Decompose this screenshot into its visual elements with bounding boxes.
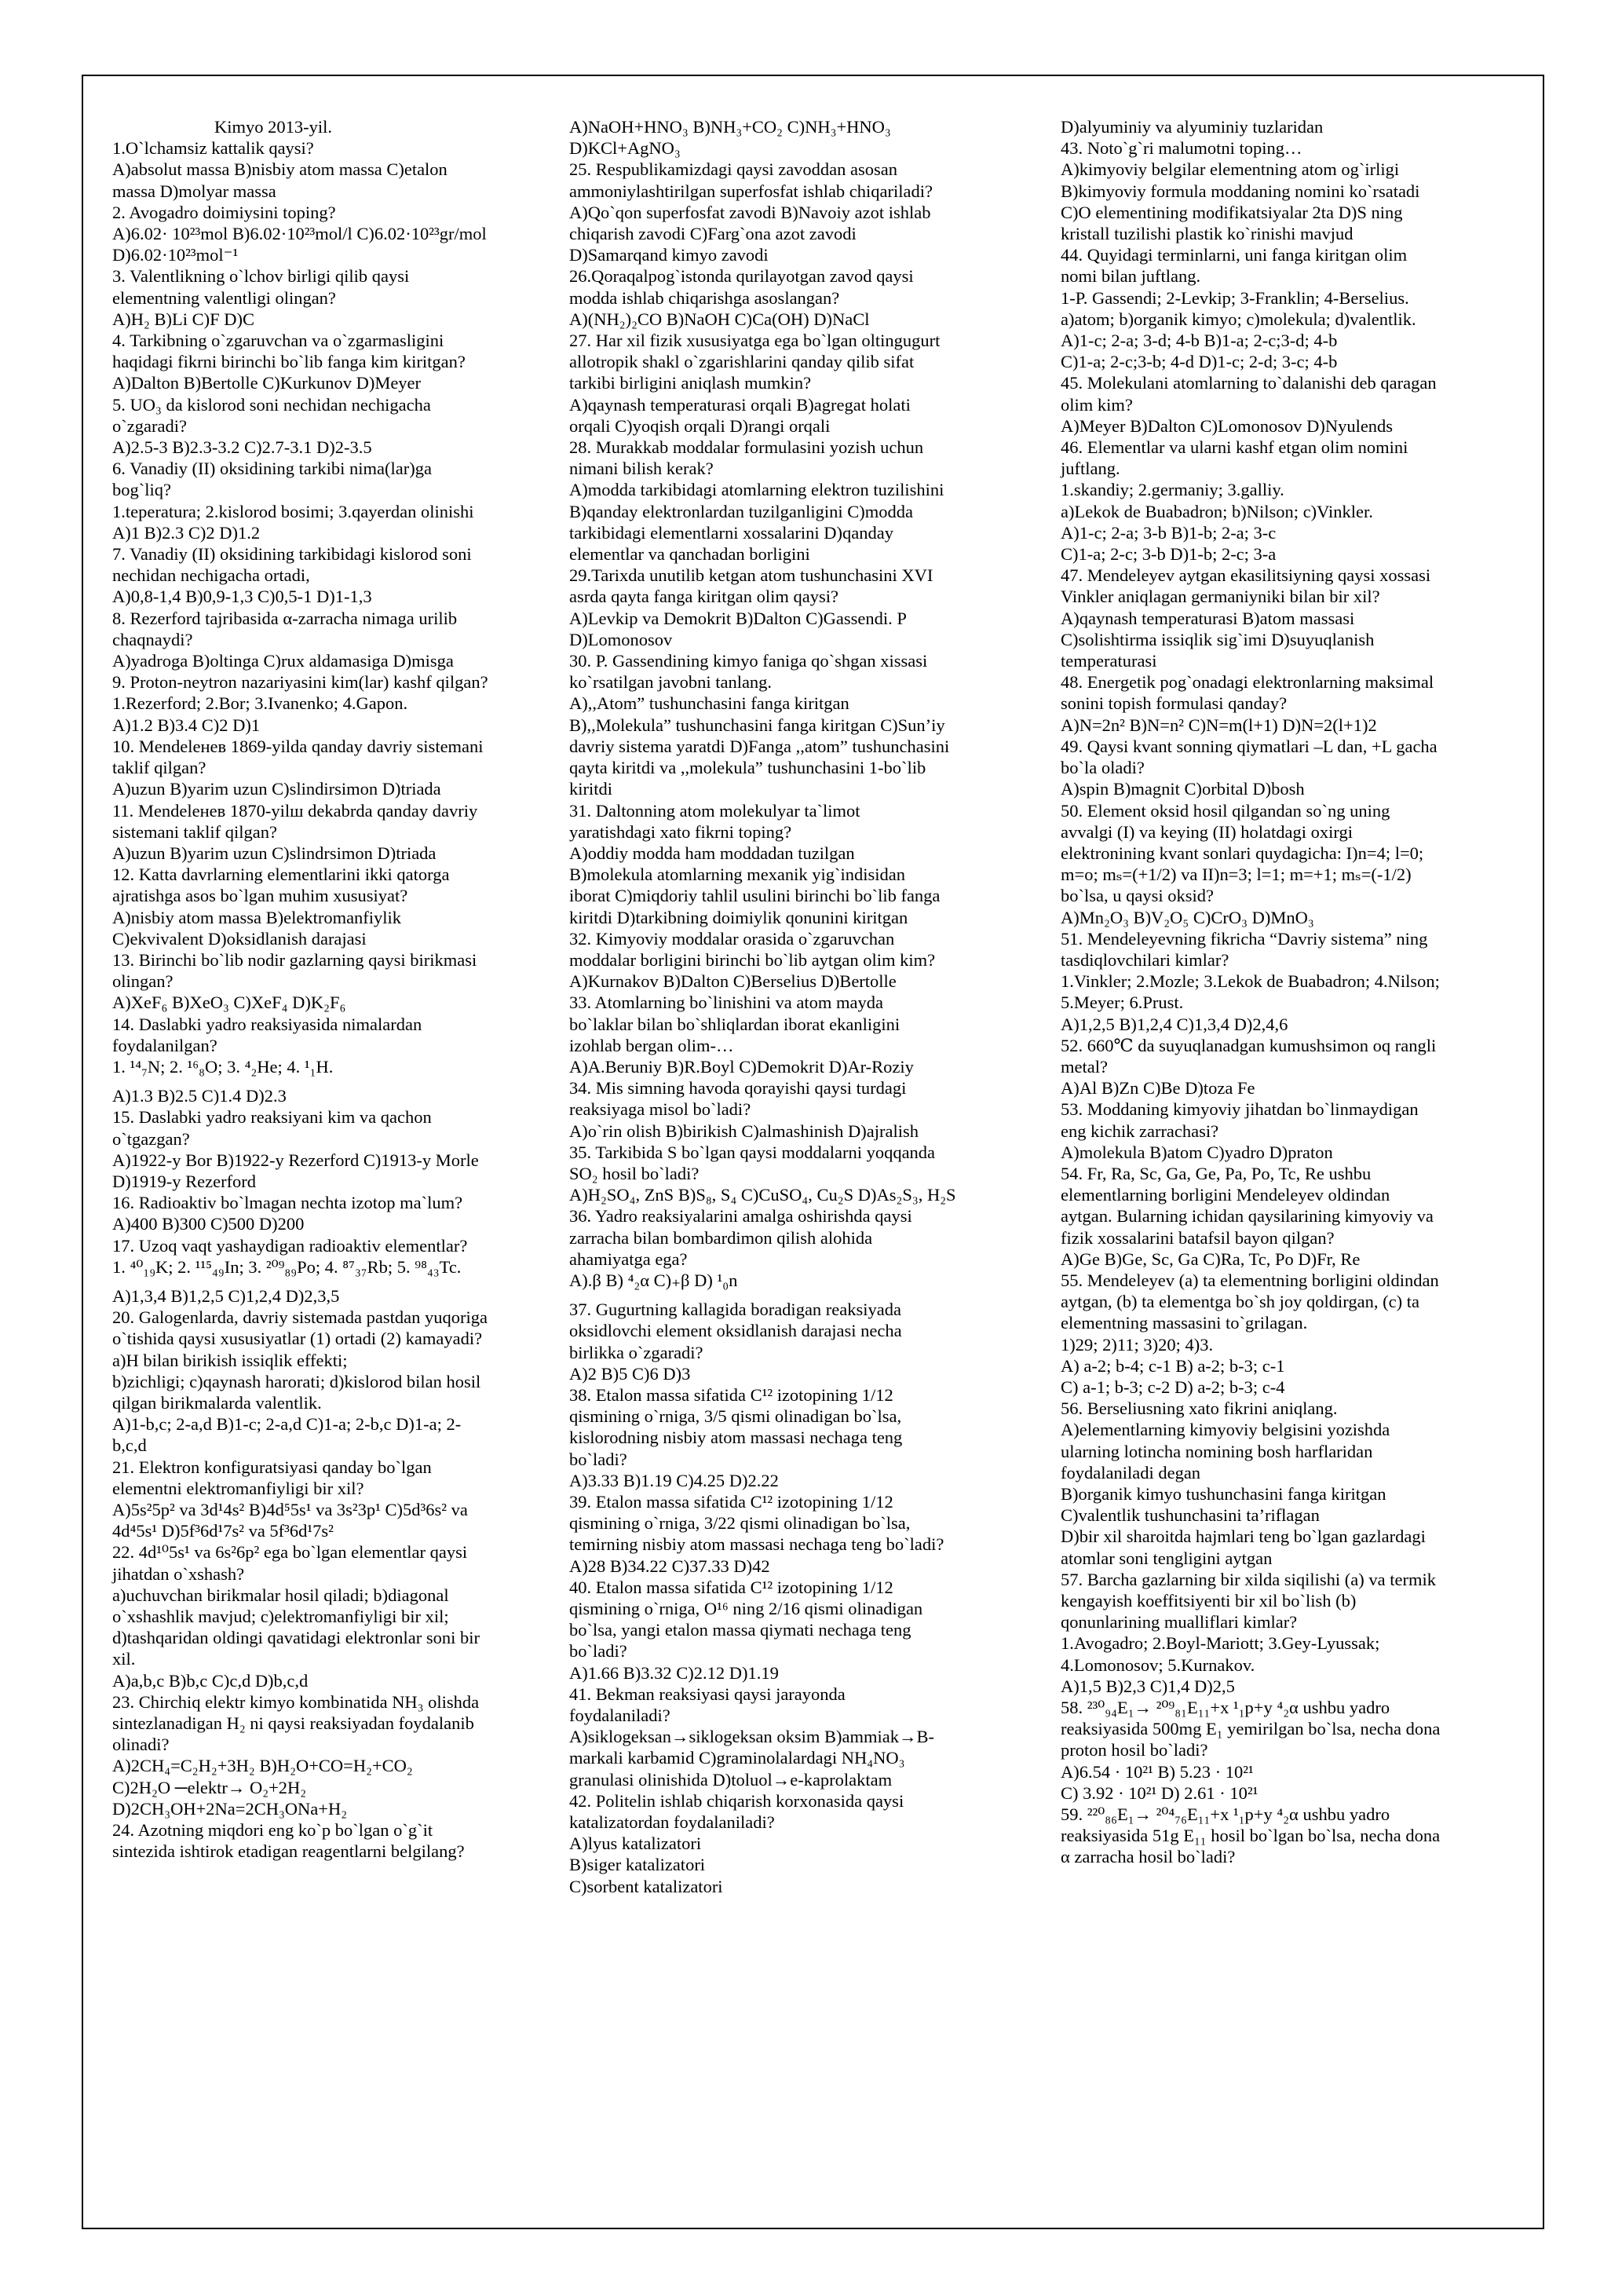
text-line: fizik xossalarini batafsil bayon qilgan? <box>1061 1227 1335 1248</box>
text-line: A)Qo`qon superfosfat zavodi B)Navoiy azot ishlab <box>569 202 931 222</box>
text-line: 1.Rezerford; 2.Bor; 3.Ivanenko; 4.Gapon. <box>112 693 408 714</box>
text-line: A)oddiy modda ham moddadan tuzilgan <box>569 843 855 863</box>
text-line: A)1-c; 2-a; 3-b B)1-b; 2-a; 3-c <box>1061 522 1277 543</box>
text-line: A)yadroga B)oltinga C)rux aldamasiga D)misga <box>112 651 454 671</box>
text-line: 38. Etalon massa sifatida C¹² izotopining 1/12 <box>569 1384 893 1405</box>
text-line: 1)29; 2)11; 3)20; 4)3. <box>1061 1334 1214 1355</box>
text-line: elektronining kvant sonlari quydagicha: I)n=4; l=0; <box>1061 843 1424 863</box>
text-line: A)nisbiy atom massa B)elektromanfiylik <box>112 907 402 927</box>
text-line: markali karbamid C)graminolalardagi NH₄NO₃ <box>569 1748 905 1768</box>
text-line: foydalaniladi degan <box>1061 1462 1201 1483</box>
text-line: Vinkler aniqlagan germaniyniki bilan bir xil? <box>1061 587 1380 607</box>
text-line: C)ekvivalent D)oksidlanish darajasi <box>112 928 367 949</box>
text-line: bo`lsa, yangi etalon massa qiymati nechaga teng <box>569 1620 911 1640</box>
text-line: A)1,5 B)2,3 C)1,4 D)2,5 <box>1061 1676 1235 1696</box>
text-line: a)Lekok de Buabadron; b)Nilson; c)Vinkler. <box>1061 501 1373 521</box>
text-line: birlikka o`zgaradi? <box>569 1342 703 1362</box>
text-line: granulasi olinishida D)toluol→e-kaprolaktam <box>569 1769 893 1790</box>
text-line: A)1.66 B)3.32 C)2.12 D)1.19 <box>569 1662 779 1683</box>
text-line: B)qanday elektronlardan tuzilganligini C)modda <box>569 501 914 521</box>
text-line: A)2CH₄=C₂H₂+3H₂ B)H₂O+CO=H₂+CO₂ <box>112 1756 413 1776</box>
text-line: D)bir xil sharoitda hajmlari teng bo`lgan gazlardagi <box>1061 1526 1426 1547</box>
text-line: chaqnaydi? <box>112 629 193 649</box>
text-line: A)qaynash temperaturasi B)atom massasi <box>1061 608 1355 628</box>
text-line: nomi bilan juftlang. <box>1061 266 1201 287</box>
text-line: 16. Radioaktiv bo`lmagan nechta izotop ma`lum? <box>112 1193 463 1213</box>
text-line: A)absolut massa B)nisbiy atom massa C)etalon <box>112 159 448 180</box>
text-line: 33. Atomlarning bo`linishini va atom mayda <box>569 993 883 1013</box>
text-line: A)1-c; 2-a; 3-d; 4-b B)1-a; 2-c;3-d; 4-b <box>1061 331 1338 351</box>
text-line: A).β B) ⁴₂α C)₊β D) ¹₀n <box>569 1270 738 1290</box>
text-line: A)a,b,c B)b,c C)c,d D)b,c,d <box>112 1670 309 1691</box>
text-line: tarkibi birligini aniqlash mumkin? <box>569 373 812 393</box>
text-line: 8. Rezerford tajribasida α-zarracha nimaga urilib <box>112 608 458 628</box>
text-line: elementlar va qanchadan borligini <box>569 544 810 565</box>
text-line: A)H₂SO₄, ZnS B)S₈, S₄ C)CuSO₄, Cu₂S D)As₂S₃, H₂S <box>569 1185 956 1205</box>
text-line: davriy sistema yaratdi D)Fanga ,,atom” tushunchasini <box>569 736 950 756</box>
text-line: temirning nisbiy atom massasi nechaga teng bo`ladi? <box>569 1534 944 1555</box>
text-line: A)1 B)2.3 C)2 D)1.2 <box>112 522 261 543</box>
text-line: 1-P. Gassendi; 2-Levkip; 3-Franklin; 4-Berselius. <box>1061 287 1409 308</box>
text-line: C)solishtirma issiqlik sig`imi D)suyuqlanish <box>1061 629 1375 649</box>
text-line: 1.O`lchamsiz kattalik qaysi? <box>112 138 314 159</box>
text-line: 58. ²³⁰₉₄E₁→ ²⁰⁹₈₁E₁₁+x ¹₁p+y ⁴₂α ushbu yadro <box>1061 1698 1390 1718</box>
text-line: 26.Qoraqalpog`istonda qurilayotgan zavod qaysi <box>569 266 914 287</box>
text-line: 1.Vinkler; 2.Mozle; 3.Lekok de Buabadron; 4.Nilson; <box>1061 971 1440 992</box>
text-line: tasdiqlovchilari kimlar? <box>1061 949 1229 970</box>
text-line: kristall tuzilishi plastik ko`rinishi mavjud <box>1061 224 1353 244</box>
text-line: D)2CH₃OH+2Na=2CH₃ONa+H₂ <box>112 1798 348 1819</box>
text-line: C) a-1; b-3; c-2 D) a-2; b-3; c-4 <box>1061 1377 1285 1397</box>
text-line: A)A.Beruniy B)R.Boyl C)Demokrit D)Ar-Roziy <box>569 1056 914 1077</box>
text-line: metal? <box>1061 1056 1108 1077</box>
text-line: A)0,8-1,4 B)0,9-1,3 C)0,5-1 D)1-1,3 <box>112 587 372 607</box>
text-line: 32. Kimyoviy moddalar orasida o`zgaruvchan <box>569 928 895 949</box>
text-line: ammoniylashtirilgan superfosfat ishlab chiqariladi? <box>569 181 933 201</box>
text-line: D)Samarqand kimyo zavodi <box>569 245 769 265</box>
text-line: elementning massasini to`grilagan. <box>1061 1313 1308 1333</box>
text-line: qilgan birikmalarda valentlik. <box>112 1392 322 1413</box>
text-line: allotropik shakl o`zgarishlarini qanday qilib sifat <box>569 352 915 372</box>
text-line: chiqarish zavodi C)Farg`ona azot zavodi <box>569 224 857 244</box>
text-line: sistemani taklif qilgan? <box>112 821 277 842</box>
text-line: katalizatordan foydalaniladi? <box>569 1812 775 1833</box>
text-line: D)alyuminiy va alyuminiy tuzlaridan <box>1061 117 1324 137</box>
text-line: tarkibidagi elementlarni xossalarini D)qanday <box>569 522 893 543</box>
text-line: zarracha bilan bombardimon qilish alohida <box>569 1227 873 1248</box>
text-line: D)1919-y Rezerford <box>112 1171 257 1191</box>
text-line: 40. Etalon massa sifatida C¹² izotopining 1/12 <box>569 1577 893 1597</box>
text-line: A),,Atom” tushunchasini fanga kiritgan <box>569 693 849 714</box>
text-line: asrda qayta fanga kiritgan olim qaysi? <box>569 587 839 607</box>
text-line: A)N=2n² B)N=n² C)N=m(l+1) D)N=2(l+1)2 <box>1061 715 1377 735</box>
text-line: nimani bilish kerak? <box>569 459 714 479</box>
text-line: 36. Yadro reaksiyalarini amalga oshirishda qaysi <box>569 1206 912 1227</box>
text-line: A)Dalton B)Bertolle C)Kurkunov D)Meyer <box>112 373 422 393</box>
text-line: 20. Galogenlarda, davriy sistemada pastdan yuqoriga <box>112 1307 488 1328</box>
text-line: 4.Lomonosov; 5.Kurnakov. <box>1061 1654 1255 1675</box>
text-line: 22. 4d¹⁰5s¹ va 6s²6p² ega bo`lgan elementlar qaysi <box>112 1542 468 1563</box>
text-line: C)1-a; 2-c; 3-b D)1-b; 2-c; 3-a <box>1061 544 1277 565</box>
text-line: iborat C)miqdoriy tahlil usulini birinchi bo`lib fanga <box>569 886 941 906</box>
text-line: olingan? <box>112 971 174 992</box>
text-line: aytgan, (b) ta elementga bo`sh joy qoldirgan, (c) ta <box>1061 1292 1419 1312</box>
text-line: A)6.02· 10²³mol B)6.02·10²³mol/l C)6.02·10²³gr/mol <box>112 224 487 244</box>
text-line: α zarracha hosil bo`ladi? <box>1061 1847 1236 1867</box>
text-line: 54. Fr, Ra, Sc, Ga, Ge, Pa, Po, Tc, Re ushbu <box>1061 1163 1372 1183</box>
text-line: massa D)molyar massa <box>112 181 276 201</box>
text-line: o`tishida qaysi xususiyatlar (1) ortadi (2) kamayadi? <box>112 1329 483 1349</box>
text-line: qonunlarining mualliflari kimlar? <box>1061 1612 1298 1632</box>
text-line: 41. Bekman reaksiyasi qaysi jarayonda <box>569 1684 846 1704</box>
text-line: 17. Uzoq vaqt yashaydigan radioaktiv elementlar? <box>112 1235 468 1256</box>
text-line: 14. Daslabki yadro reaksiyasida nimalardan <box>112 1014 422 1034</box>
text-line: olim kim? <box>1061 394 1133 415</box>
text-line: qismining o`rniga, 3/22 qismi olinadigan bo`lsa, <box>569 1513 911 1534</box>
text-line: 43. Noto`g`ri malumotni toping… <box>1061 138 1302 159</box>
text-line: A)uzun B)yarim uzun C)slindirsimon D)triada <box>112 779 441 799</box>
text-line: ajratishga asos bo`lgan muhim xususiyat? <box>112 886 408 906</box>
text-line: B)siger katalizatori <box>569 1855 706 1875</box>
text-line: foydalaniladi? <box>569 1706 670 1726</box>
document-title: Kimyo 2013-yil. <box>214 117 332 137</box>
text-line: 25. Respublikamizdagi qaysi zavoddan asosan <box>569 159 898 180</box>
text-line: 53. Moddaning kimyoviy jihatdan bo`linmaydigan <box>1061 1099 1419 1120</box>
text-line: kislorodning nisbiy atom massasi nechaga teng <box>569 1428 903 1448</box>
text-line: qayta kiritdi va ,,molekula” tushunchasini 1-bo`lib <box>569 758 926 778</box>
text-line: kengayish koeffitsiyenti bir xil bo`lish (b) <box>1061 1591 1357 1611</box>
text-line: atomlar soni tengligini aytgan <box>1061 1548 1273 1568</box>
text-line: A)uzun B)yarim uzun C)slindrsimon D)triada <box>112 843 437 863</box>
text-line: 35. Tarkibida S bo`lgan qaysi moddalarni yoqqanda <box>569 1142 936 1162</box>
text-line: bo`ladi? <box>569 1641 627 1662</box>
text-line: A)spin B)magnit C)orbital D)bosh <box>1061 779 1305 799</box>
text-line: A)1-b,c; 2-a,d B)1-c; 2-a,d C)1-a; 2-b,c D)1-a; 2- <box>112 1414 462 1435</box>
text-line: sintezlanadigan H₂ ni qaysi reaksiyadan foydalanib <box>112 1713 474 1734</box>
text-line: B)organik kimyo tushunchasini fanga kiritgan <box>1061 1484 1386 1504</box>
text-line: B)kimyoviy formula moddaning nomini ko`rsatadi <box>1061 181 1420 201</box>
text-line: a)uchuvchan birikmalar hosil qiladi; b)diagonal <box>112 1585 449 1605</box>
text-line: A)Levkip va Demokrit B)Dalton C)Gassendi. P <box>569 608 907 628</box>
text-line: elementlarning borligini Mendeleyev oldindan <box>1061 1185 1390 1205</box>
text-line: C)valentlik tushunchasini ta’riflagan <box>1061 1505 1320 1526</box>
text-line: elementni elektromanfiyligi bir xil? <box>112 1478 364 1498</box>
text-line: A)28 B)34.22 C)37.33 D)42 <box>569 1556 770 1576</box>
text-line: elementning valentligi olingan? <box>112 287 336 308</box>
text-line: 34. Mis simning havoda qorayishi qaysi turdagi <box>569 1078 907 1099</box>
text-line: juftlang. <box>1061 459 1120 479</box>
text-line: aytgan. Bularning ichidan qaysilarining kimyoviy va <box>1061 1206 1434 1227</box>
text-line: A)elementlarning kimyoviy belgisini yozishda <box>1061 1420 1390 1440</box>
text-line: 48. Energetik pog`onadagi elektronlarning maksimal <box>1061 672 1434 693</box>
text-line: 23. Chirchiq elektr kimyo kombinatida NH₃ olishda <box>112 1691 480 1712</box>
text-line: 57. Barcha gazlarning bir xilda siqilishi (a) va termik <box>1061 1569 1436 1589</box>
text-line: izohlab bergan olim-… <box>569 1035 734 1055</box>
text-line: eng kichik zarrachasi? <box>1061 1121 1219 1141</box>
text-line: d)tashqaridan oldingi qavatidagi elektronlar soni bir <box>112 1628 480 1648</box>
text-line: bo`lsa, u qaysi oksid? <box>1061 886 1214 906</box>
text-line: ularning lotincha nomining bosh harflaridan <box>1061 1441 1373 1461</box>
text-line: A)3.33 B)1.19 C)4.25 D)2.22 <box>569 1470 779 1490</box>
text-line: A)400 B)300 C)500 D)200 <box>112 1214 305 1234</box>
text-line: A)molekula B)atom C)yadro D)praton <box>1061 1142 1333 1162</box>
text-line: 11. Mendeleнев 1870-yilш dekabrda qanday davriy <box>112 800 478 821</box>
text-line: taklif qilgan? <box>112 758 206 778</box>
text-line: A)qaynash temperaturasi orqali B)agregat holati <box>569 394 911 415</box>
text-line: 4. Tarkibning o`zgaruvchan va o`zgarmasligini <box>112 331 444 351</box>
text-line: 30. P. Gassendining kimyo faniga qo`shgan xissasi <box>569 651 928 671</box>
text-line: 9. Proton-neytron nazariyasini kim(lar) kashf qilgan? <box>112 672 488 693</box>
text-line: A)lyus katalizatori <box>569 1834 702 1854</box>
text-line: A)Ge B)Ge, Sc, Ga C)Ra, Tc, Po D)Fr, Re <box>1061 1249 1361 1269</box>
text-line: SO₂ hosil bo`ladi? <box>569 1163 700 1183</box>
text-line: A)5s²5p² va 3d¹4s² B)4d⁵5s¹ va 3s²3p¹ C)5d³6s² va <box>112 1500 468 1519</box>
text-line: o`tgazgan? <box>112 1128 190 1149</box>
text-line: 51. Mendeleyevning fikricha “Davriy sistema” ning <box>1061 928 1428 949</box>
text-line: kiritdi D)tarkibning doimiylik qonunini kiritgan <box>569 907 908 927</box>
text-line: 7. Vanadiy (II) oksidining tarkibidagi kislorod soni <box>112 544 472 565</box>
text-line: 1.Avogadro; 2.Boyl-Mariott; 3.Gey-Lyussak; <box>1061 1633 1380 1654</box>
text-line: b,c,d <box>112 1435 147 1456</box>
text-line: A)(NH₂)₂CO B)NaOH C)Ca(OH) D)NaCl <box>569 309 870 329</box>
text-line: 29.Tarixda unutilib ketgan atom tushunchasini XVI <box>569 565 933 586</box>
text-line: C)1-a; 2-c;3-b; 4-d D)1-c; 2-d; 3-c; 4-b <box>1061 352 1338 372</box>
text-line: A)1922-y Bor B)1922-y Rezerford C)1913-y Morle <box>112 1150 479 1170</box>
text-line <box>112 1077 564 1085</box>
text-column-1 <box>112 116 564 1862</box>
text-line: C) 3.92 · 10²¹ D) 2.61 · 10²¹ <box>1061 1782 1259 1803</box>
text-line: a)atom; b)organik kimyo; c)molekula; d)valentlik. <box>1061 309 1416 329</box>
text-line: 42. Politelin ishlab chiqarish korxonasida qaysi <box>569 1790 904 1811</box>
text-line: yaratishdagi xato fikrni toping? <box>569 821 792 842</box>
text-line: 47. Mendeleyev aytgan ekasilitsiyning qaysi xossasi <box>1061 565 1431 586</box>
text-line: 12. Katta davrlarning elementlarini ikki qatorga <box>112 865 450 885</box>
text-line: C)sorbent katalizatori <box>569 1876 723 1896</box>
text-line: 5. UO₃ da kislorod soni nechidan nechigacha <box>112 394 431 415</box>
text-line: m=o; mₛ=(+1/2) va II)n=3; l=1; m=+1; mₛ=(-1/2) <box>1061 865 1412 885</box>
text-line: haqidagi fikrni birinchi bo`lib fanga kim kiritgan? <box>112 352 466 372</box>
text-line: A)6.54 · 10²¹ B) 5.23 · 10²¹ <box>1061 1761 1254 1782</box>
text-line: 37. Gugurtning kallagida boradigan reaksiyada <box>569 1300 901 1320</box>
text-line: A)Meyer B)Dalton C)Lomonosov D)Nyulends <box>1061 415 1394 436</box>
text-line: ko`rsatilgan javobni tanlang. <box>569 672 773 693</box>
text-line: 1.skandiy; 2.germaniy; 3.galliy. <box>1061 480 1284 500</box>
text-line: 1.teperatura; 2.kislorod bosimi; 3.qayerdan olinishi <box>112 501 474 521</box>
text-line: C)O elementining modifikatsiyalar 2ta D)S ning <box>1061 202 1403 222</box>
text-line: oksidlovchi element oksidlanish darajasi necha <box>569 1321 902 1341</box>
text-line: 44. Quyidagi terminlarni, uni fanga kiritgan olim <box>1061 245 1408 265</box>
text-line: orqali C)yoqish orqali D)rangi orqali <box>569 415 831 436</box>
text-line: reaksiyasida 500mg E₁ yemirilgan bo`lsa, necha dona <box>1061 1719 1441 1739</box>
text-line: proton hosil bo`ladi? <box>1061 1740 1208 1760</box>
text-column-2 <box>569 116 1048 1897</box>
text-line: 28. Murakkab moddalar formulasini yozish uchun <box>569 437 924 458</box>
text-line: a)H bilan birikish issiqlik effekti; <box>112 1350 348 1370</box>
text-line: bog`liq? <box>112 480 171 500</box>
text-line: o`xshashlik mavjud; c)elektromanfiyligi bir xil; <box>112 1607 449 1627</box>
text-line: 56. Berseliusning xato fikrini aniqlang. <box>1061 1398 1338 1419</box>
text-line: A)Al B)Zn C)Be D)toza Fe <box>1061 1078 1255 1099</box>
text-line: nechidan nechigacha ortadi, <box>112 565 310 586</box>
text-line: D)KCl+AgNO₃ <box>569 138 681 159</box>
text-line: reaksiyasida 51g E₁₁ hosil bo`lgan bo`lsa, necha dona <box>1061 1826 1441 1846</box>
text-line: 31. Daltonning atom molekulyar ta`limot <box>569 800 860 821</box>
text-line: A)kimyoviy belgilar elementning atom og`irligi <box>1061 159 1400 180</box>
text-line: A)2.5-3 B)2.3-3.2 C)2.7-3.1 D)2-3.5 <box>112 437 372 458</box>
text-line <box>112 1278 564 1285</box>
text-line: A)Kurnakov B)Dalton C)Berselius D)Bertolle <box>569 971 897 992</box>
text-line: A)Mn₂O₃ B)V₂O₅ C)CrO₃ D)MnO₃ <box>1061 907 1314 927</box>
text-line: 59. ²²⁰₈₆E₁→ ²⁰⁴₇₆E₁₁+x ¹₁p+y ⁴₂α ushbu yadro <box>1061 1804 1390 1825</box>
text-line: bo`la oladi? <box>1061 758 1145 778</box>
text-line: 10. Mendeleнев 1869-yilda qanday davriy sistemani <box>112 736 484 756</box>
text-line <box>569 1291 1048 1299</box>
text-line: 5.Meyer; 6.Prust. <box>1061 993 1184 1013</box>
text-line: b)zichligi; c)qaynash harorati; d)kislorod bilan hosil <box>112 1371 481 1391</box>
text-line: 52. 660℃ da suyuqlanadgan kumushsimon oq rangli <box>1061 1035 1437 1055</box>
text-line: 39. Etalon massa sifatida C¹² izotopining 1/12 <box>569 1492 893 1512</box>
text-line: 2. Avogadro doimiysini toping? <box>112 202 336 222</box>
text-line: A)2 B)5 C)6 D)3 <box>569 1363 691 1384</box>
text-line: A)1.3 B)2.5 C)1.4 D)2.3 <box>112 1086 287 1106</box>
text-line: D)Lomonosov <box>569 629 673 649</box>
text-line: jihatdan o`xshash? <box>112 1563 245 1584</box>
text-line: A)1,2,5 B)1,2,4 C)1,3,4 D)2,4,6 <box>1061 1014 1288 1034</box>
text-line: 13. Birinchi bo`lib nodir gazlarning qaysi birikmasi <box>112 949 477 970</box>
text-line: B)molekula atomlarning mexanik yig`indisidan <box>569 865 906 885</box>
text-line: bo`laklar bilan bo`shliqlardan iborat ekanligini <box>569 1014 901 1034</box>
text-line: sonini topish formulasi qanday? <box>1061 693 1288 714</box>
text-line: 55. Mendeleyev (a) ta elementning borligini oldindan <box>1061 1270 1439 1290</box>
text-line: B),,Molekula” tushunchasini fanga kiritgan C)Sun’iy <box>569 715 945 735</box>
text-line: qismining o`rniga, O¹⁶ ning 2/16 qismi olinadigan <box>569 1599 923 1619</box>
text-line: kiritdi <box>569 779 612 799</box>
text-line: modda ishlab chiqarishga asoslangan? <box>569 287 840 308</box>
text-line: 49. Qaysi kvant sonning qiymatlari –L dan, +L gacha <box>1061 736 1438 756</box>
text-line: A)siklogeksan→siklogeksan oksim B)ammiak→B- <box>569 1727 934 1747</box>
text-line: temperaturasi <box>1061 651 1157 671</box>
text-line: reaksiyaga misol bo`ladi? <box>569 1099 751 1120</box>
text-line: 4d⁴5s¹ D)5f³6d¹7s² va 5f³6d¹7s² <box>112 1521 334 1541</box>
text-line: bo`ladi? <box>569 1449 627 1469</box>
text-line: 45. Molekulani atomlarning to`dalanishi deb qaragan <box>1061 373 1437 393</box>
text-line: A) a-2; b-4; c-1 B) a-2; b-3; c-1 <box>1061 1355 1285 1376</box>
text-line: 1. ⁴⁰₁₉K; 2. ¹¹⁵₄₉In; 3. ²⁰⁹₈₉Po; 4. ⁸⁷₃₇Rb; 5. ⁹⁸₄₃Tc. <box>112 1256 462 1277</box>
text-line: ahamiyatga ega? <box>569 1249 688 1269</box>
text-line: 3. Valentlikning o`lchov birligi qilib qaysi <box>112 266 410 287</box>
text-column-3 <box>1061 116 1524 1868</box>
text-line: A)1.2 B)3.4 C)2 D)1 <box>112 715 261 735</box>
text-line: sintezida ishtirok etadigan reagentlarni belgilang? <box>112 1841 465 1862</box>
text-line: 15. Daslabki yadro reaksiyani kim va qachon <box>112 1107 432 1128</box>
text-line: A)1,3,4 B)1,2,5 C)1,2,4 D)2,3,5 <box>112 1285 340 1306</box>
text-line: C)2H₂O ─elektr→ O₂+2H₂ <box>112 1777 307 1797</box>
text-line: qismining o`rniga, 3/5 qismi olinadigan bo`lsa, <box>569 1406 902 1427</box>
text-line: A)H₂ B)Li C)F D)C <box>112 309 254 329</box>
text-line: 6. Vanadiy (II) oksidining tarkibi nima(lar)ga <box>112 459 432 479</box>
text-line: 24. Azotning miqdori eng ko`p bo`lgan o`g`it <box>112 1820 433 1841</box>
text-line: 21. Elektron konfiguratsiyasi qanday bo`lgan <box>112 1457 432 1477</box>
text-line: moddalar borligini birinchi bo`lib aytgan olim kim? <box>569 949 936 970</box>
text-line: A)XeF₆ B)XeO₃ C)XeF₄ D)K₂F₆ <box>112 993 346 1013</box>
text-line: avvalgi (I) va keying (II) holatdagi oxirgi <box>1061 821 1353 842</box>
text-line: A)NaOH+HNO₃ B)NH₃+CO₂ C)NH₃+HNO₃ <box>569 117 891 137</box>
text-line: 1. ¹⁴₇N; 2. ¹⁶₈O; 3. ⁴₂He; 4. ¹₁H. <box>112 1056 334 1077</box>
text-line: A)o`rin olish B)birikish C)almashinish D)ajralish <box>569 1121 919 1141</box>
text-line: xil. <box>112 1649 136 1669</box>
text-line: A)modda tarkibidagi atomlarning elektron tuzilishini <box>569 480 944 500</box>
text-line: 46. Elementlar va ularni kashf etgan olim nomini <box>1061 437 1408 458</box>
text-line: D)6.02·10²³mol⁻¹ <box>112 245 239 265</box>
text-line: olinadi? <box>112 1735 170 1755</box>
text-line: 27. Har xil fizik xususiyatga ega bo`lgan oltingugurt <box>569 331 941 351</box>
text-line: o`zgaradi? <box>112 415 187 436</box>
text-line: foydalanilgan? <box>112 1035 217 1055</box>
text-line: 50. Element oksid hosil qilgandan so`ng uning <box>1061 800 1390 821</box>
